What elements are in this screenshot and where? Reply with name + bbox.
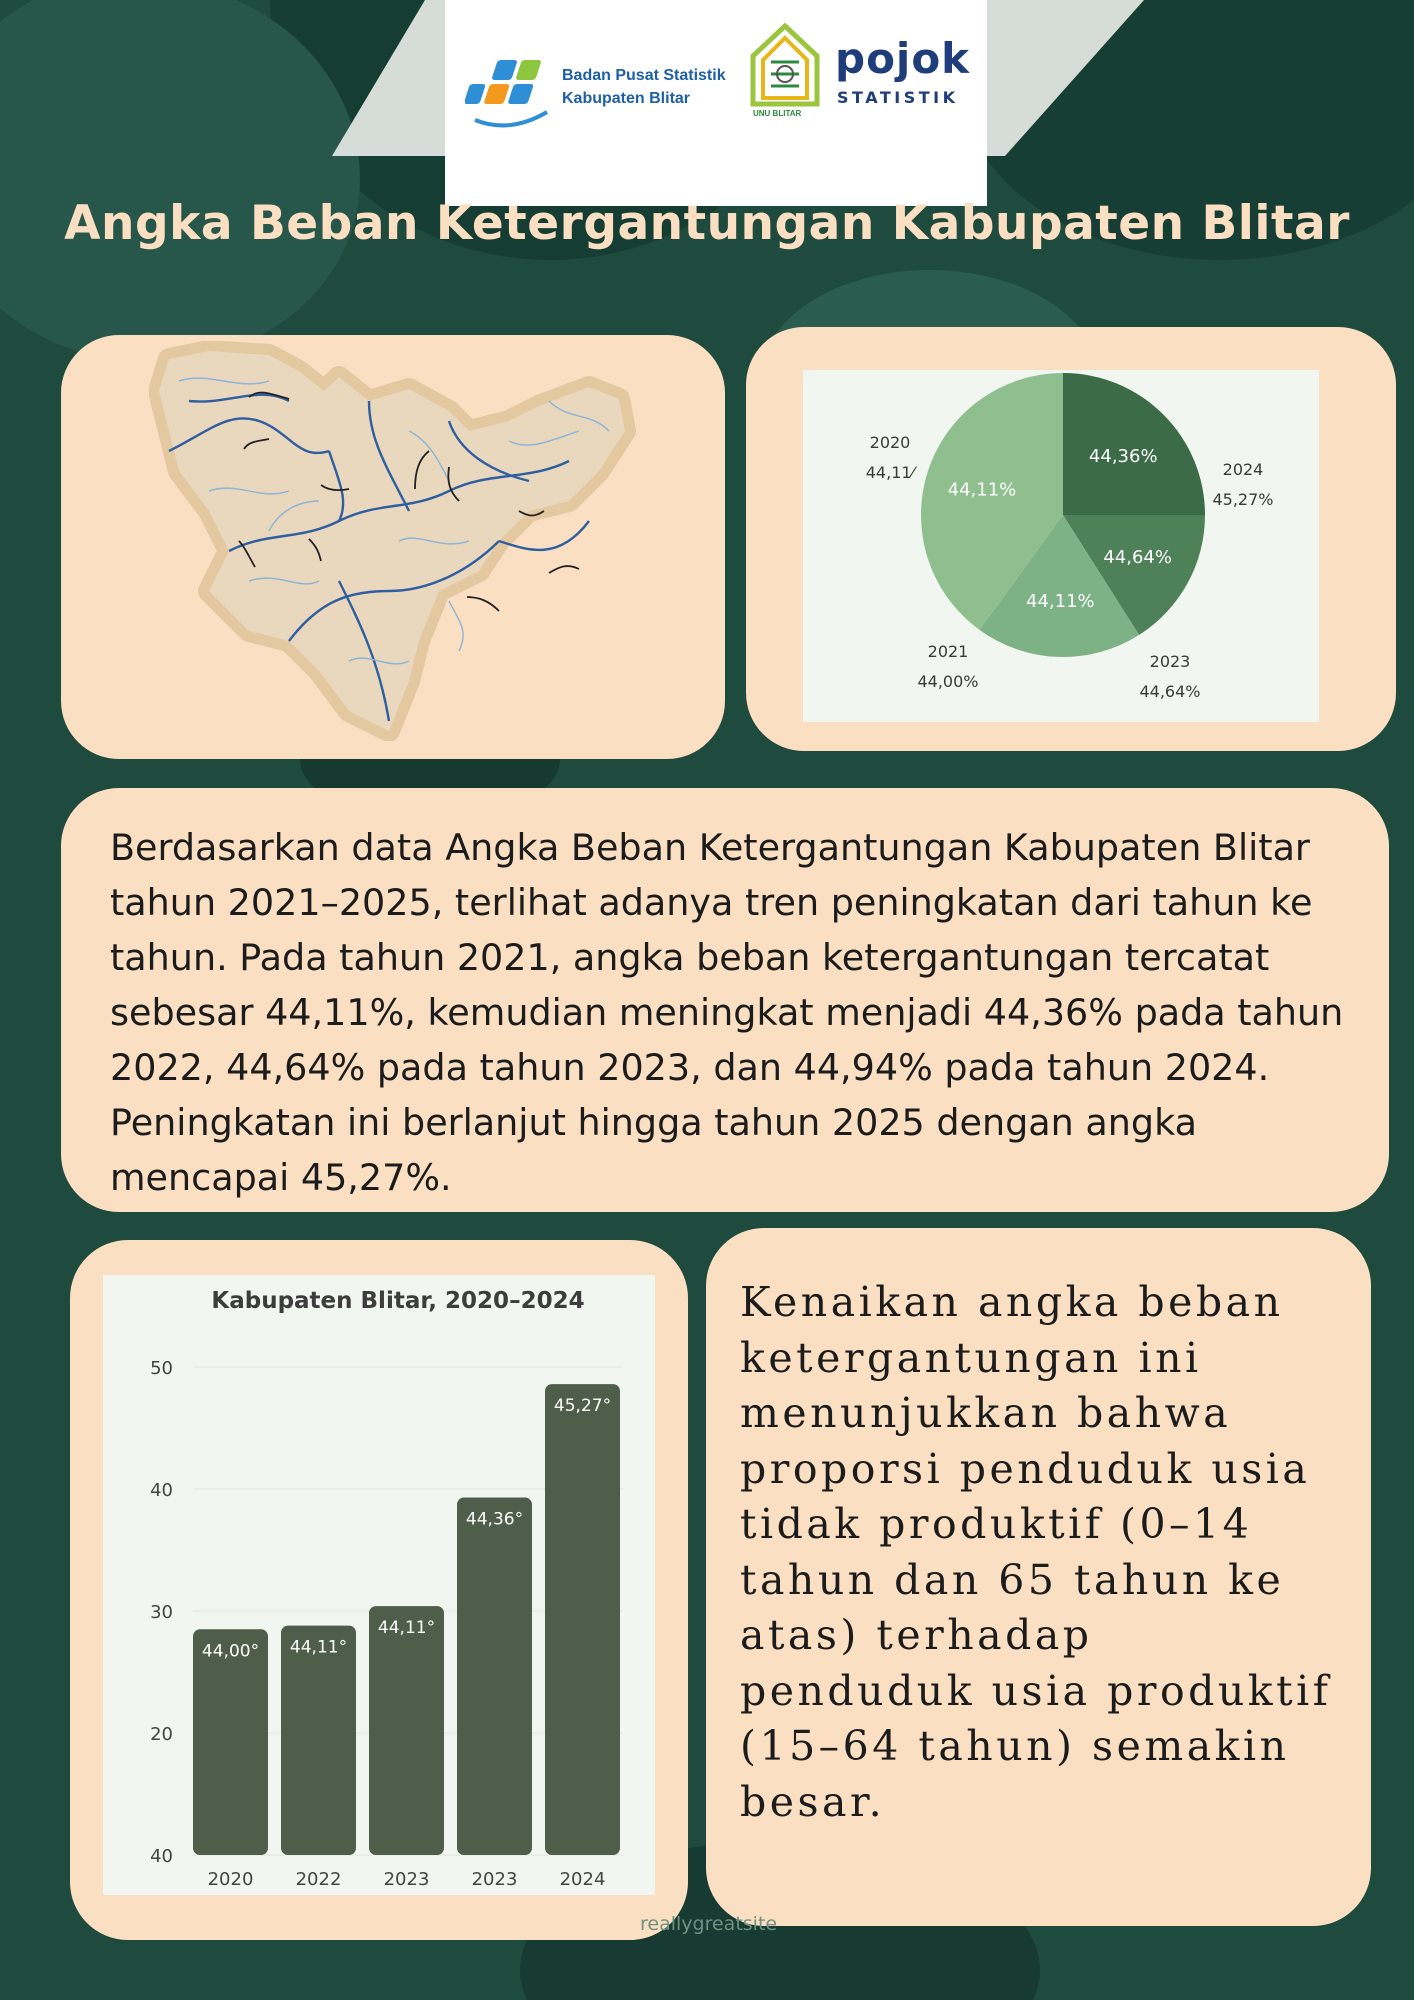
pojok-word: pojok: [835, 34, 971, 83]
pie-year-label: 2024: [1222, 460, 1264, 479]
bar-category-label: 2024: [559, 1869, 606, 1890]
bar-y-tick-label: 40: [150, 1480, 173, 1501]
bar-data-label: 44,11°: [289, 1637, 348, 1658]
bar-y-tick-label: 50: [150, 1358, 173, 1379]
pojok-sub: STATISTIK: [837, 88, 959, 107]
pie-chart: [803, 370, 1319, 722]
summary-paragraph: Berdasarkan data Angka Beban Ketergantungan Kabupaten Blitar tahun 2021–2025, terlihat adanya tren peningkatan dari tahun ke tahun. Pada tahun 2021, angka beban ketergantungan tercatat sebesar 44,11%, kemudian meningkat menjadi 44,36% pada tahun 2022, 44,64% pada tahun 2023, dan 44,94% pada tahun 2024. Peningkatan ini berlanjut hingga tahun 2025 dengan angka mencapai 45,27%.: [110, 826, 1344, 1199]
bps-name-line2: Kabupaten Blitar: [562, 90, 691, 107]
bar: [457, 1498, 532, 1855]
bar-y-tick-label: 20: [150, 1724, 173, 1745]
bar-category-label: 2023: [383, 1869, 430, 1890]
bar-chart-panel: [103, 1275, 655, 1895]
unu-label: UNU BLITAR: [753, 109, 802, 118]
pie-card: [746, 327, 1396, 751]
pie-inner-label: 44,11%: [947, 479, 1017, 501]
pie-value-label: 44,00%: [917, 672, 979, 691]
bar-data-label: 44,11°: [377, 1618, 436, 1639]
bar-card: [70, 1240, 688, 1940]
bar-y-tick-label: 30: [150, 1602, 173, 1623]
pie-value-label: 45,27%: [1212, 490, 1274, 509]
pie-inner-label: 44,64%: [1103, 547, 1172, 569]
footer-website: reallygreatsite: [640, 1913, 778, 1935]
bar-data-label: 45,27°: [553, 1396, 612, 1417]
bar-data-label: 44,36°: [465, 1509, 524, 1530]
bar: [545, 1384, 620, 1855]
bar-category-label: 2022: [295, 1869, 342, 1890]
bar: [369, 1606, 444, 1855]
pie-value-label: 44,11⁄: [865, 463, 915, 482]
river-map-illustration: [149, 341, 639, 741]
page-title: Angka Beban Ketergantungan Kabupaten Blitar: [64, 196, 1350, 251]
bar: [193, 1629, 268, 1855]
logo-box: [445, 0, 987, 206]
map-card: [61, 335, 725, 759]
pie-slice: [1063, 373, 1205, 515]
bar-chart-title: Kabupaten Blitar, 2020–2024: [211, 1288, 585, 1314]
explanation-text: Kenaikan angka beban ketergantungan ini menunjukkan bahwa proporsi penduduk usia tidak produktif (0–14 tahun dan 65 tahun ke atas) terhadap penduduk usia produktif (15–64 tahun) semakin besar.: [740, 1278, 1332, 1826]
bar-category-label: 2020: [207, 1869, 254, 1890]
bps-logo-icon: [465, 50, 555, 132]
pie-chart-panel: [803, 370, 1319, 722]
bar-chart: [103, 1275, 655, 1895]
unu-blitar-logo-icon: [745, 22, 825, 126]
bar-data-label: 44,00°: [201, 1641, 260, 1662]
pie-inner-label: 44,36%: [1088, 445, 1158, 467]
pie-value-label: 44,64%: [1139, 682, 1201, 701]
pie-year-label: 2020: [869, 433, 911, 452]
bar-y-tick-label: 40: [150, 1846, 173, 1867]
pie-year-label: 2023: [1149, 652, 1191, 671]
bar: [281, 1626, 356, 1855]
pie-inner-label: 44,11%: [1026, 591, 1095, 613]
pie-year-label: 2021: [927, 642, 969, 661]
bar-category-label: 2023: [471, 1869, 518, 1890]
bps-name-line1: Badan Pusat Statistik: [562, 67, 726, 84]
